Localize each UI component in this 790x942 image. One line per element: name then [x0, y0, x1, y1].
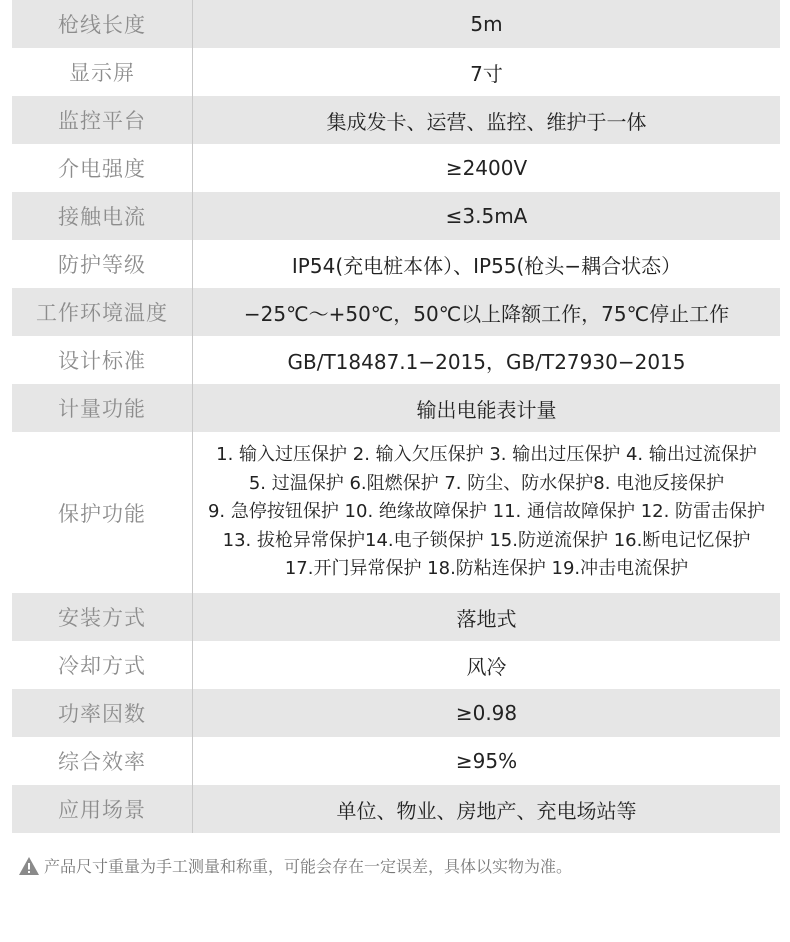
spec-label: 冷却方式	[58, 654, 146, 678]
spec-value: 落地式	[456, 606, 517, 631]
spec-value: ≥95%	[455, 749, 518, 773]
spec-row-operating-temperature	[12, 288, 780, 336]
spec-row-protection-functions	[12, 432, 780, 593]
spec-row-efficiency	[12, 737, 780, 785]
spec-value: ≥0.98	[455, 701, 518, 725]
spec-row-display	[12, 48, 780, 96]
spec-label: 计量功能	[58, 397, 146, 421]
spec-value: 集成发卡、运营、监控、维护于一体	[326, 109, 647, 134]
protection-line: 13. 拔枪异常保护14.电子锁保护 15.防逆流保护 16.断电记忆保护	[222, 529, 751, 551]
warning-triangle-icon	[18, 856, 40, 876]
spec-value: 风冷	[466, 654, 507, 679]
spec-value: ≤3.5mA	[445, 204, 528, 228]
spec-value: 输出电能表计量	[416, 397, 557, 422]
spec-label: 工作环境温度	[36, 301, 168, 325]
spec-row-application	[12, 785, 780, 833]
spec-row-cooling	[12, 641, 780, 689]
spec-label: 介电强度	[58, 157, 146, 181]
spec-label: 接触电流	[58, 205, 146, 229]
disclaimer-note	[18, 854, 572, 877]
spec-value: ≥2400V	[445, 156, 528, 180]
spec-value: 单位、物业、房地产、充电场站等	[336, 798, 637, 823]
spec-label: 应用场景	[58, 798, 146, 822]
spec-value: GB/T18487.1−2015，GB/T27930−2015	[287, 349, 686, 374]
spec-label: 监控平台	[58, 109, 146, 133]
spec-label: 综合效率	[58, 750, 146, 774]
spec-value: 5m	[470, 12, 503, 36]
spec-row-monitoring-platform	[12, 96, 780, 144]
protection-list	[193, 432, 780, 593]
spec-row-metering	[12, 384, 780, 432]
spec-row-design-standard	[12, 336, 780, 384]
spec-value: IP54(充电桩本体）、IP55(枪头−耦合状态）	[291, 253, 682, 278]
spec-row-dielectric-strength	[12, 144, 780, 192]
spec-label: 设计标准	[58, 349, 146, 373]
spec-row-protection-grade	[12, 240, 780, 288]
protection-line: 1. 输入过压保护 2. 输入欠压保护 3. 输出过压保护 4. 输出过流保护	[216, 444, 757, 466]
protection-line: 9. 急停按钮保护 10. 绝缘故障保护 11. 通信故障保护 12. 防雷击保护	[207, 501, 766, 523]
spec-row-power-factor	[12, 689, 780, 737]
spec-table	[12, 0, 780, 833]
spec-label: 功率因数	[58, 702, 146, 726]
spec-row-contact-current	[12, 192, 780, 240]
protection-line: 5. 过温保护 6.阻燃保护 7. 防尘、防水保护8. 电池反接保护	[248, 472, 725, 494]
spec-label: 显示屏	[69, 61, 135, 85]
protection-line: 17.开门异常保护 18.防粘连保护 19.冲击电流保护	[284, 558, 689, 580]
spec-row-cable-length	[12, 0, 780, 48]
spec-label: 防护等级	[58, 253, 146, 277]
spec-label: 安装方式	[58, 606, 146, 630]
spec-value: 7寸	[470, 61, 503, 86]
spec-label: 保护功能	[58, 501, 146, 526]
spec-label: 枪线长度	[58, 13, 146, 37]
disclaimer-text: 产品尺寸重量为手工测量和称重，可能会存在一定误差，具体以实物为准。	[44, 857, 573, 876]
spec-value: −25℃～+50℃，50℃以上降额工作，75℃停止工作	[243, 301, 730, 326]
spec-row-installation	[12, 593, 780, 641]
